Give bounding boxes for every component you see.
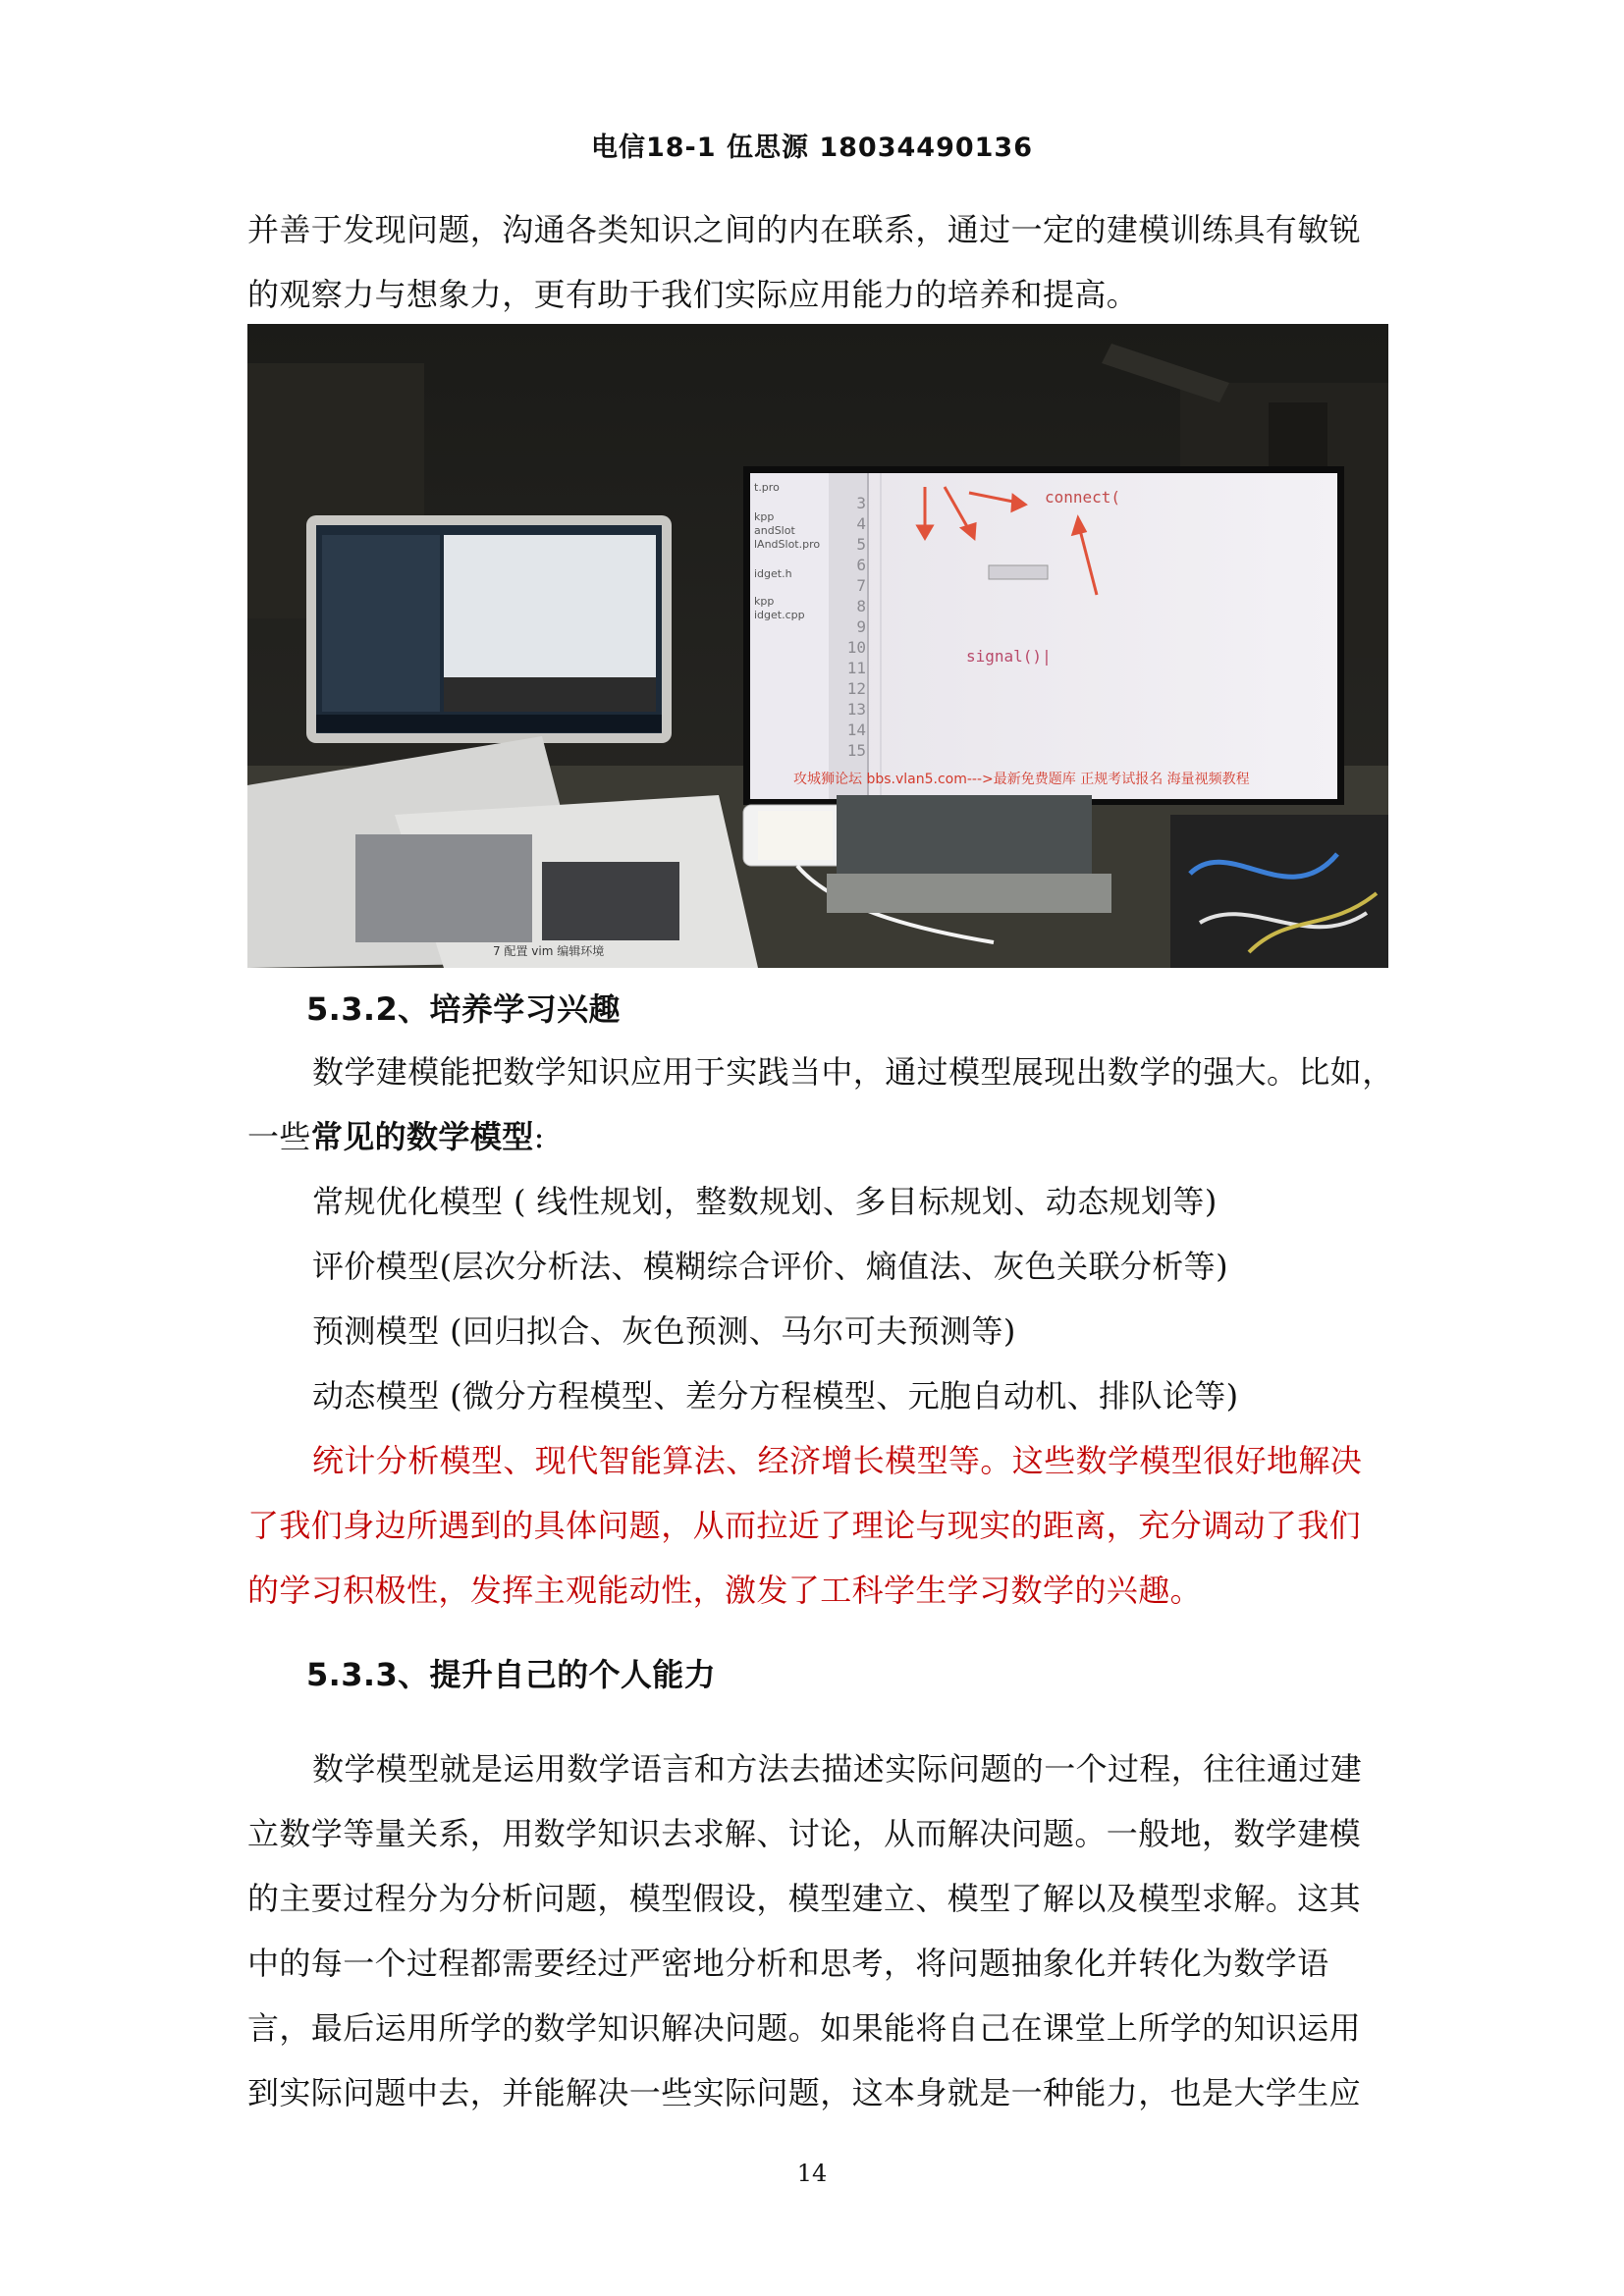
- para2-line2: [247, 1117, 1386, 1156]
- file-item: idget.cpp: [754, 609, 805, 621]
- file-item: andSlot: [754, 524, 795, 537]
- file-item: t.pro: [754, 481, 780, 494]
- para2-line1: 数学建模能把数学知识应用于实践当中，通过模型展现出数学的强大。比如，: [312, 1053, 1394, 1091]
- line-number: 6: [856, 556, 866, 574]
- line-number: 8: [856, 597, 866, 615]
- file-item: kpp: [754, 595, 775, 608]
- red-para-line3: 的学习积极性，发挥主观能动性，激发了工科学生学习数学的兴趣。: [247, 1572, 1203, 1609]
- file-item: kpp: [754, 510, 775, 523]
- line-number: 13: [846, 700, 866, 719]
- section-532-title: 5.3.2、培养学习兴趣: [306, 990, 621, 1028]
- book-text: 7 配置 vim 编辑环境: [493, 944, 605, 958]
- line-number: 10: [846, 638, 866, 657]
- para2-bold-term: 常见的数学模型: [310, 1118, 534, 1155]
- para2-prefix: 一些: [247, 1118, 311, 1155]
- line-number: 5: [856, 535, 866, 554]
- line-number: 12: [846, 679, 866, 698]
- line-number: 4: [856, 514, 866, 533]
- section-533-title: 5.3.3、提升自己的个人能力: [306, 1656, 717, 1693]
- photo-illustration: [247, 324, 1388, 968]
- para1-line2: 的观察力与想象力，更有助于我们实际应用能力的培养和提高。: [247, 276, 1139, 313]
- file-item: lAndSlot.pro: [754, 538, 821, 551]
- line-number: 11: [846, 659, 866, 677]
- para1-line1: 并善于发现问题，沟通各类知识之间的内在联系，通过一定的建模训练具有敏锐: [247, 211, 1362, 248]
- model-item: 动态模型 (微分方程模型、差分方程模型、元胞自动机、排队论等): [312, 1377, 1239, 1415]
- watermark-text: 攻城狮论坛 bbs.vlan5.com--->最新免费题库 正规考试报名 海量视频教程: [793, 772, 1250, 787]
- line-number: 9: [856, 617, 866, 636]
- code-connect: connect(: [1045, 488, 1121, 507]
- model-item: 预测模型 (回归拟合、灰色预测、马尔可夫预测等): [312, 1312, 1016, 1350]
- model-item: 常规优化模型 ( 线性规划，整数规划、多目标规划、动态规划等): [312, 1183, 1218, 1220]
- line-number: 7: [856, 576, 866, 595]
- model-item: 评价模型(层次分析法、模糊综合评价、熵值法、灰色关联分析等): [312, 1248, 1228, 1285]
- para3-line1: 数学模型就是运用数学语言和方法去描述实际问题的一个过程，往往通过建: [312, 1750, 1363, 1788]
- para3-line2: 立数学等量关系，用数学知识去求解、讨论，从而解决问题。一般地，数学建模: [247, 1815, 1362, 1852]
- line-number: 3: [856, 494, 866, 512]
- para2-suffix: :: [533, 1118, 545, 1155]
- page-number: 14: [796, 2160, 828, 2187]
- line-number: 14: [846, 721, 866, 739]
- para3-line3: 的主要过程分为分析问题，模型假设，模型建立、模型了解以及模型求解。这其: [247, 1880, 1362, 1917]
- photo-workstation: [247, 324, 1388, 968]
- para3-line5: 言，最后运用所学的数学知识解决问题。如果能将自己在课堂上所学的知识运用: [247, 2009, 1362, 2047]
- para3-line6: 到实际问题中去，并能解决一些实际问题，这本身就是一种能力，也是大学生应: [247, 2074, 1362, 2111]
- line-number: 15: [846, 741, 866, 760]
- red-para-line2: 了我们身边所遇到的具体问题，从而拉近了理论与现实的距离，充分调动了我们: [247, 1507, 1362, 1544]
- page-header: 电信18-1 伍思源 18034490136: [590, 133, 1034, 163]
- red-para-line1: 统计分析模型、现代智能算法、经济增长模型等。这些数学模型很好地解决: [312, 1442, 1363, 1479]
- code-signal: signal()|: [966, 647, 1052, 666]
- file-item: idget.h: [754, 567, 792, 580]
- para3-line4: 中的每一个过程都需要经过严密地分析和思考，将问题抽象化并转化为数学语: [247, 1945, 1329, 1982]
